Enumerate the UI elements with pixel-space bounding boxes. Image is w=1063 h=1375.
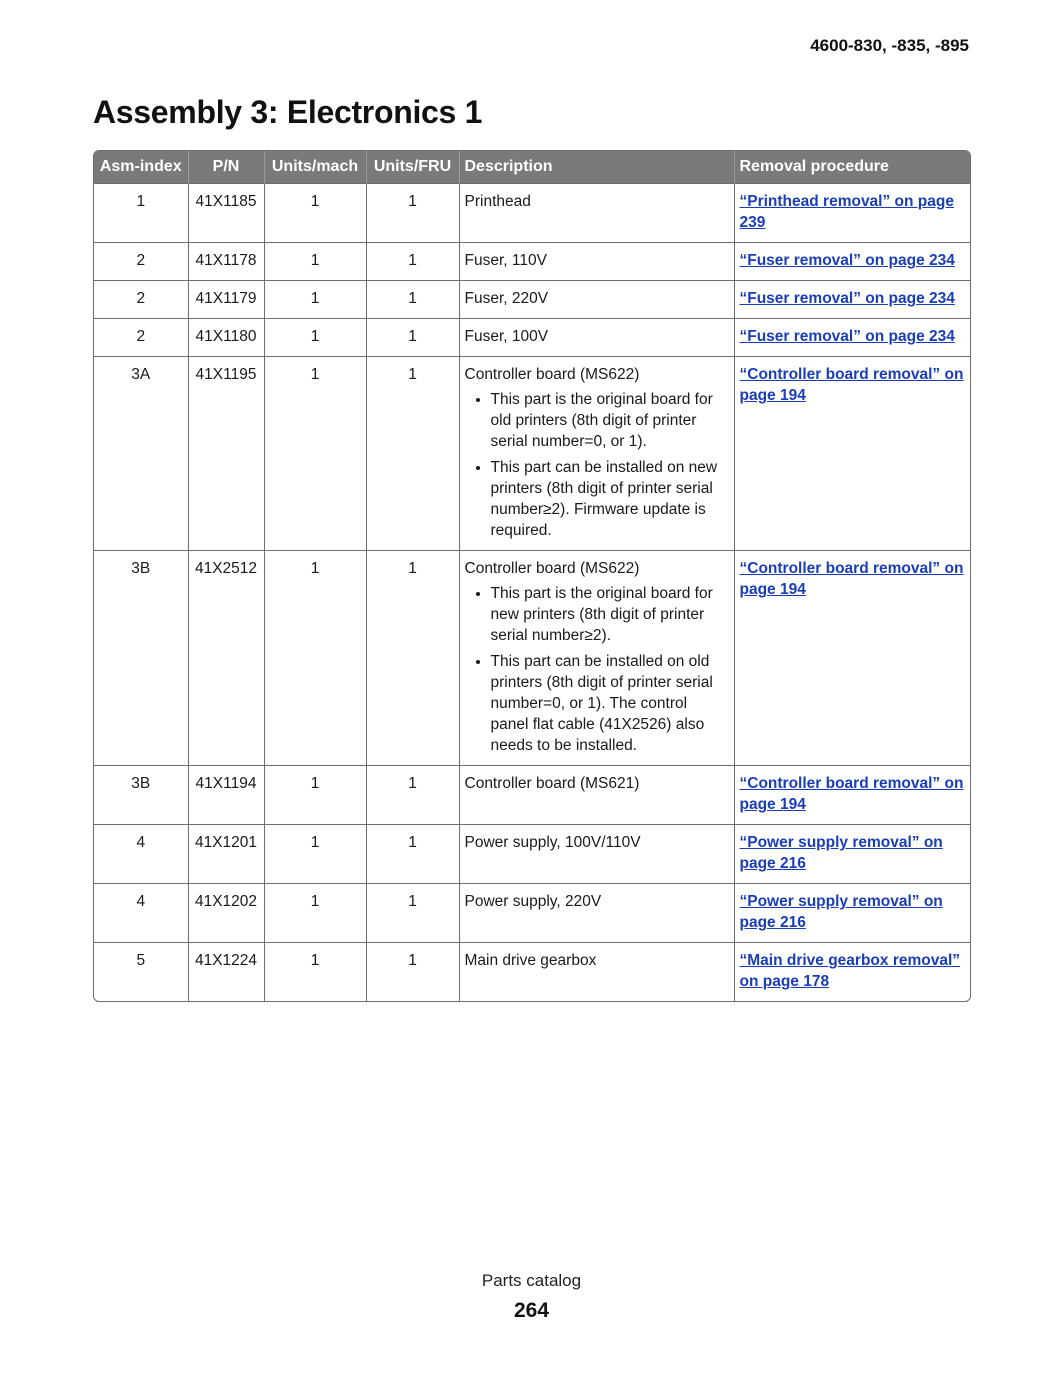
part-number-cell: 41X2512 [188,551,264,766]
description-cell [459,357,734,551]
column-header-description: Description [459,151,734,184]
parts-table [93,150,971,1002]
part-number-cell: 41X1178 [188,243,264,281]
description-note: • This part can be installed on new printers (8th digit of printer serial number≥2). Firmware update is required. [491,457,729,541]
units-per-machine-cell: 1 [264,943,366,1002]
asm-index-cell: 2 [94,319,188,357]
description-note: • This part can be installed on old printers (8th digit of printer serial number=0, or 1). The control panel flat cable (41X2526) also needs to be installed. [491,651,729,756]
asm-index-cell: 5 [94,943,188,1002]
units-per-fru-cell: 1 [366,243,459,281]
column-header-units-mach: Units/mach [264,151,366,184]
units-per-fru-cell: 1 [366,551,459,766]
description-text: Printhead [464,193,531,210]
removal-procedure-link[interactable]: “Fuser removal” on page 234 [739,290,955,307]
description-notes-list [465,389,729,541]
description-text: Fuser, 220V [464,290,549,307]
asm-index-cell: 2 [94,281,188,319]
removal-procedure-link[interactable]: “Fuser removal” on page 234 [739,252,955,269]
description-cell [459,243,734,281]
column-header-removal-procedure: Removal procedure [734,151,970,184]
table-row [94,357,970,551]
description-cell [459,319,734,357]
asm-index-cell: 4 [94,884,188,943]
description-notes-list [465,583,729,756]
units-per-machine-cell: 1 [264,243,366,281]
units-per-machine-cell: 1 [264,184,366,243]
column-header-asm-index: Asm-index [94,151,188,184]
part-number-cell: 41X1180 [188,319,264,357]
units-per-fru-cell: 1 [366,184,459,243]
asm-index-cell: 2 [94,243,188,281]
removal-procedure-link[interactable]: “Power supply removal” on page 216 [739,834,943,872]
column-header-units-fru: Units/FRU [366,151,459,184]
removal-procedure-cell [734,551,970,766]
asm-index-cell: 3A [94,357,188,551]
footer-section-label: Parts catalog [481,1271,582,1290]
units-per-fru-cell: 1 [366,766,459,825]
description-text: Controller board (MS622) [464,560,640,577]
removal-procedure-cell [734,281,970,319]
description-cell [459,551,734,766]
units-per-fru-cell: 1 [366,884,459,943]
removal-procedure-link[interactable]: “Printhead removal” on page 239 [739,193,954,231]
description-cell [459,825,734,884]
part-number-cell: 41X1194 [188,766,264,825]
removal-procedure-cell [734,943,970,1002]
description-text: Power supply, 100V/110V [464,834,641,851]
description-text: Controller board (MS622) [464,366,640,383]
removal-procedure-link[interactable]: “Main drive gearbox removal” on page 178 [739,952,961,990]
table-row [94,766,970,825]
description-note: • This part is the original board for old printers (8th digit of printer serial number=0, or 1). [491,389,729,452]
removal-procedure-link[interactable]: “Controller board removal” on page 194 [739,366,964,404]
units-per-machine-cell: 1 [264,281,366,319]
units-per-machine-cell: 1 [264,319,366,357]
description-cell [459,184,734,243]
description-text: Fuser, 110V [464,252,547,269]
units-per-fru-cell: 1 [366,319,459,357]
table-body [94,184,970,1002]
table-row [94,281,970,319]
table-row [94,319,970,357]
removal-procedure-link[interactable]: “Controller board removal” on page 194 [739,775,964,813]
description-cell [459,943,734,1002]
table-row [94,551,970,766]
units-per-fru-cell: 1 [366,943,459,1002]
model-number-header: 4600-830, -835, -895 [810,36,969,55]
removal-procedure-cell [734,884,970,943]
units-per-machine-cell: 1 [264,551,366,766]
removal-procedure-link[interactable]: “Controller board removal” on page 194 [739,560,964,598]
removal-procedure-cell [734,184,970,243]
removal-procedure-cell [734,243,970,281]
table-row [94,825,970,884]
part-number-cell: 41X1224 [188,943,264,1002]
units-per-machine-cell: 1 [264,766,366,825]
removal-procedure-cell [734,319,970,357]
part-number-cell: 41X1179 [188,281,264,319]
description-text: Fuser, 100V [464,328,549,345]
column-header-pn: P/N [188,151,264,184]
description-text: Power supply, 220V [464,893,602,910]
units-per-machine-cell: 1 [264,884,366,943]
removal-procedure-cell [734,766,970,825]
removal-procedure-link[interactable]: “Power supply removal” on page 216 [739,893,943,931]
removal-procedure-cell [734,357,970,551]
removal-procedure-cell [734,825,970,884]
units-per-machine-cell: 1 [264,825,366,884]
asm-index-cell: 1 [94,184,188,243]
units-per-fru-cell: 1 [366,825,459,884]
part-number-cell: 41X1195 [188,357,264,551]
description-cell [459,884,734,943]
asm-index-cell: 3B [94,766,188,825]
table-row [94,184,970,243]
table-header-row [94,151,970,184]
description-note: • This part is the original board for new printers (8th digit of printer serial number≥2). [491,583,729,646]
units-per-fru-cell: 1 [366,357,459,551]
part-number-cell: 41X1185 [188,184,264,243]
part-number-cell: 41X1201 [188,825,264,884]
description-cell [459,766,734,825]
part-number-cell: 41X1202 [188,884,264,943]
description-cell [459,281,734,319]
page-number: 264 [513,1299,550,1322]
asm-index-cell: 3B [94,551,188,766]
table-row [94,243,970,281]
table-row [94,884,970,943]
description-text: Main drive gearbox [464,952,597,969]
units-per-fru-cell: 1 [366,281,459,319]
page-title: Assembly 3: Electronics 1 [93,94,483,130]
units-per-machine-cell: 1 [264,357,366,551]
removal-procedure-link[interactable]: “Fuser removal” on page 234 [739,328,955,345]
asm-index-cell: 4 [94,825,188,884]
description-text: Controller board (MS621) [464,775,640,792]
table-row [94,943,970,1002]
